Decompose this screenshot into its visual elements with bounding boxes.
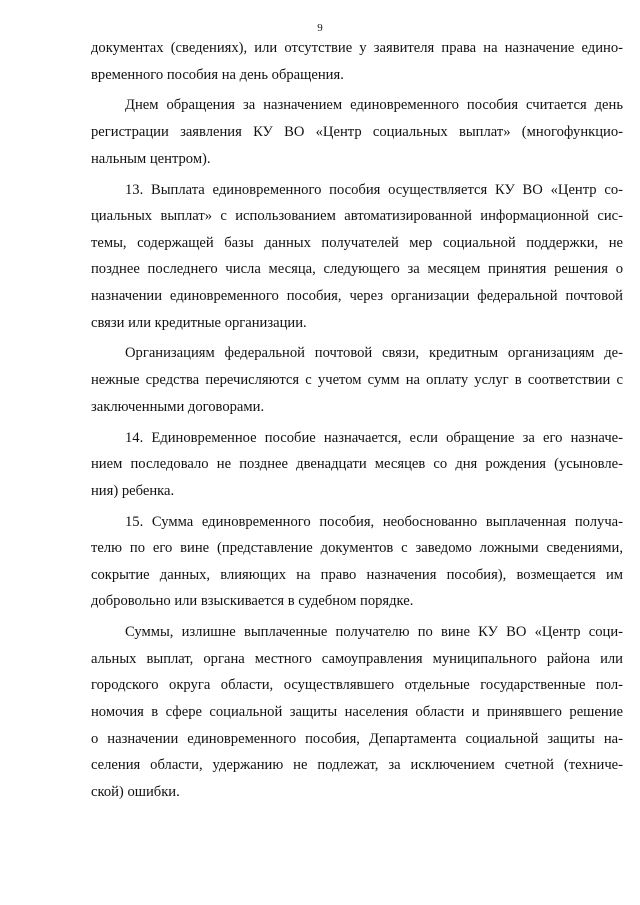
paragraph-line: номочия в сфере социальной защиты населения области и принявшего решение (91, 704, 623, 721)
page-number: 9 (317, 22, 323, 34)
paragraph-line: временного пособия на день обращения. (91, 66, 344, 83)
paragraph-clause-14 (91, 425, 623, 505)
paragraph-line: Организациям федеральной почтовой связи, кредитным организациям де- (125, 345, 623, 362)
paragraph-line: нежные средства перечисляются с учетом сумм на оплату услуг в соответствии с (91, 372, 623, 389)
paragraph-line: нием последовало не позднее двенадцати месяцев со дня рождения (усыновле- (91, 456, 623, 473)
paragraph-line: 13. Выплата единовременного пособия осуществляется КУ ВО «Центр со- (125, 181, 623, 198)
paragraph-line: сокрытие данных, влияющих на право назначения пособия), возмещается им (91, 566, 623, 583)
paragraph-clause-15 (91, 509, 623, 615)
paragraph-line: позднее последнего числа месяца, следующего за месяцем принятия решения о (91, 261, 623, 278)
paragraph-continuation (91, 35, 623, 88)
paragraph-line: добровольно или взыскивается в судебном порядке. (91, 593, 414, 610)
document-body (91, 35, 623, 810)
paragraph-line: ской) ошибки. (91, 783, 180, 800)
paragraph-line: документах (сведениях), или отсутствие у заявителя права на назначение едино- (91, 40, 623, 56)
paragraph-line: регистрации заявления КУ ВО «Центр социальных выплат» (многофункцио- (91, 124, 623, 141)
paragraph-line: связи или кредитные организации. (91, 314, 307, 331)
paragraph-line: альных выплат, органа местного самоуправления муниципального района или (91, 650, 623, 667)
paragraph-line: телю по его вине (представление документов с заведомо ложными сведениями, (91, 540, 623, 557)
paragraph-line: Суммы, излишне выплаченные получателю по вине КУ ВО «Центр соци- (125, 624, 623, 641)
paragraph-postal-organizations (91, 340, 623, 420)
paragraph-line: о назначении единовременного пособия, Департамента социальной защиты на- (91, 730, 623, 747)
paragraph-line: городского округа области, осуществлявшего отдельные государственные пол- (91, 677, 623, 694)
paragraph-line: темы, содержащей базы данных получателей мер социальной поддержки, не (91, 234, 623, 251)
paragraph-clause-13 (91, 177, 623, 337)
paragraph-line: селения области, удержанию не подлежат, за исключением счетной (техниче- (91, 757, 623, 774)
paragraph-line: нальным центром). (91, 150, 211, 167)
paragraph-line: Днем обращения за назначением единовременного пособия считается день (125, 97, 623, 114)
paragraph-line: 15. Сумма единовременного пособия, необоснованно выплаченная получа- (125, 513, 623, 530)
paragraph-line: циальных выплат» с использованием автоматизированной информационной сис- (91, 208, 623, 225)
paragraph-line: назначении единовременного пособия, через организации федеральной почтовой (91, 287, 623, 304)
paragraph-application-day (91, 92, 623, 172)
paragraph-overpaid-sums (91, 619, 623, 805)
paragraph-line: ния) ребенка. (91, 482, 175, 499)
paragraph-line: 14. Единовременное пособие назначается, если обращение за его назначе- (125, 429, 623, 446)
paragraph-line: заключенными договорами. (91, 398, 265, 415)
